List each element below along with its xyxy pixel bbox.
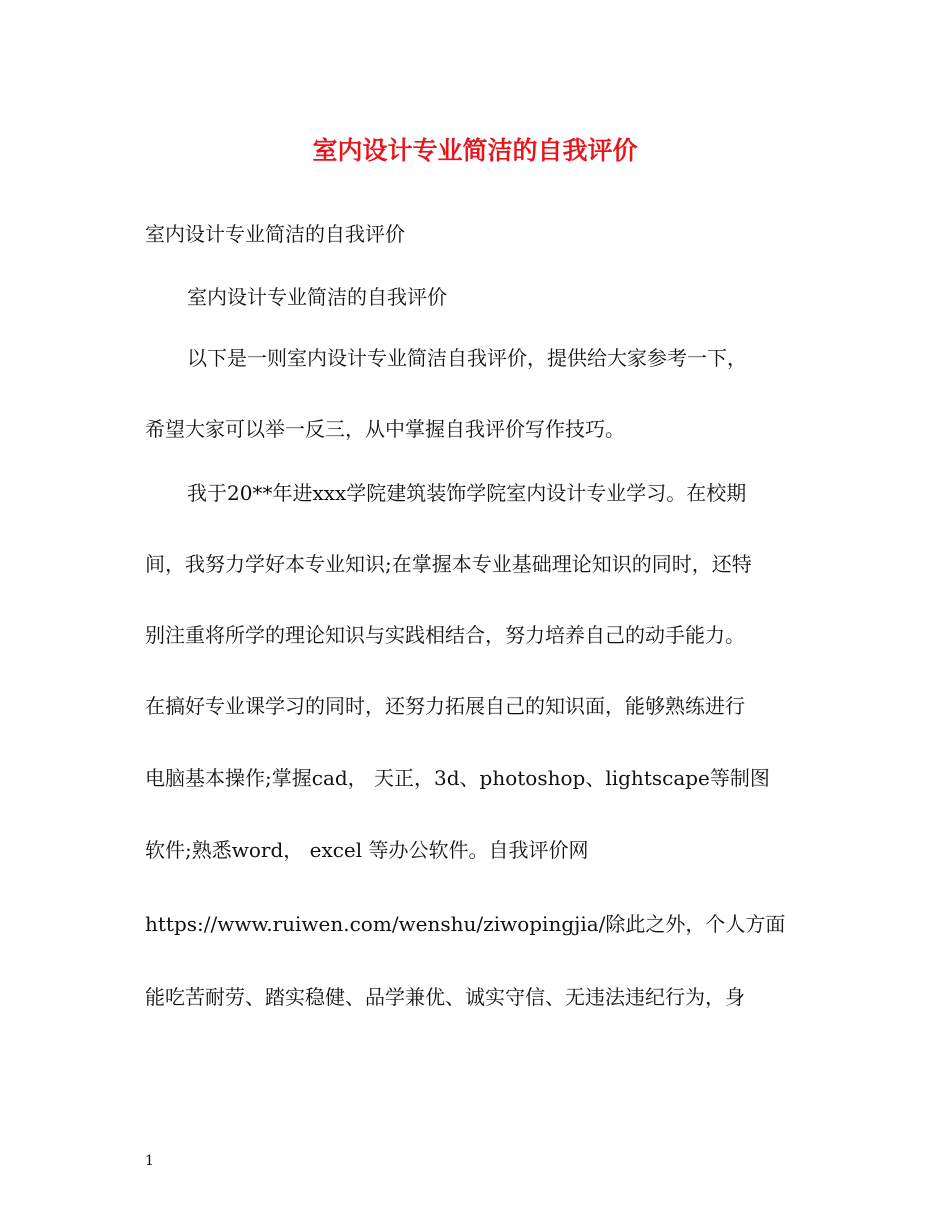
body-line-heading: 室内设计专业简洁的自我评价: [145, 222, 405, 246]
body-line: 以下是一则室内设计专业简洁自我评价，提供给大家参考一下，: [187, 346, 747, 370]
page-number: 1: [145, 1153, 154, 1169]
body-line-url: https://www.ruiwen.com/wenshu/ziwopingjia/除此之外，个人方面: [145, 912, 786, 936]
body-line: 在搞好专业课学习的同时，还努力拓展自己的知识面，能够熟练进行: [145, 694, 745, 718]
body-line: 电脑基本操作;掌握cad， 天正，3d、photoshop、lightscape等制图: [145, 766, 770, 790]
body-line: 软件;熟悉word， excel 等办公软件。自我评价网: [145, 838, 589, 862]
body-line: 间，我努力学好本专业知识;在掌握本专业基础理论知识的同时，还特: [145, 552, 752, 576]
body-line: 我于20**年进xxx学院建筑装饰学院室内设计专业学习。在校期: [187, 481, 747, 505]
document-title: 室内设计专业简洁的自我评价: [312, 136, 638, 165]
body-line: 能吃苦耐劳、踏实稳健、品学兼优、诚实守信、无违法违纪行为，身: [145, 985, 745, 1009]
body-line: 别注重将所学的理论知识与实践相结合，努力培养自己的动手能力。: [145, 623, 745, 647]
body-line-subheading: 室内设计专业简洁的自我评价: [187, 285, 447, 309]
body-line: 希望大家可以举一反三，从中掌握自我评价写作技巧。: [145, 417, 625, 441]
